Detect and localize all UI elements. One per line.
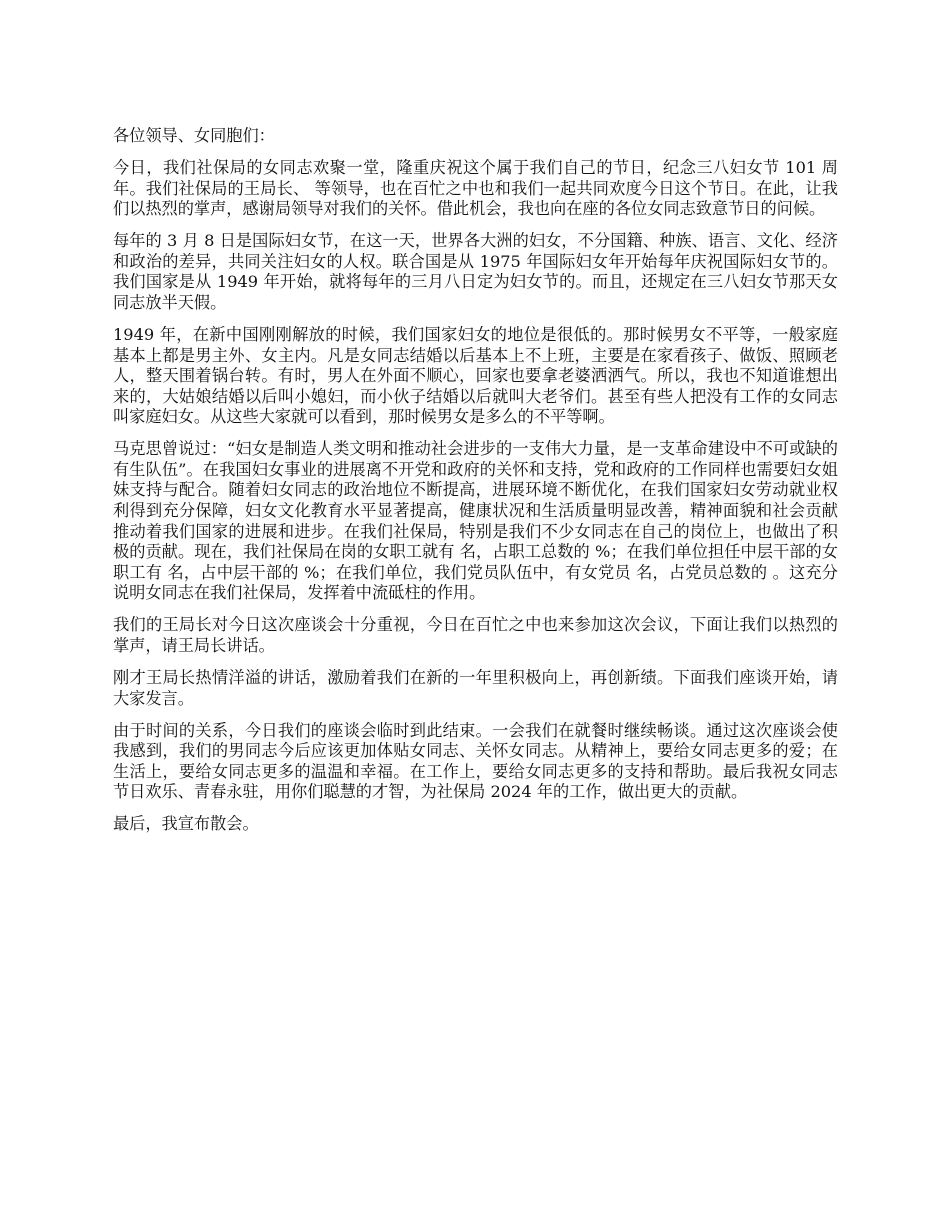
salutation: 各位领导、女同胞们： [113,126,275,145]
paragraph-closing-remarks: 由于时间的关系，今日我们的座谈会临时到此结束。一会我们在就餐时继续畅谈。通过这次座谈会使我感到，我们的男同志今后应该更加体贴女同志、关怀女同志。从精神上，要给女同志更多的爱；在生活上，要给女同志更多的温温和幸福。在工作上，要给女同志更多的支持和帮助。最后我祝女同志节日欢乐、青春永驻，用你们聪慧的才智，为社保局 2024 年的工作，做出更大的贡献。 [113,720,838,802]
document-body [113,126,838,846]
paragraph-invite-director: 我们的王局长对今日这次座谈会十分重视，今日在百忙之中也来参加这次会议，下面让我们以热烈的掌声，请王局长讲话。 [113,615,838,656]
paragraph-adjourn: 最后，我宣布散会。 [113,814,259,834]
paragraph-discussion: 刚才王局长热情洋溢的讲话，激励着我们在新的一年里积极向上，再创新绩。下面我们座谈开始，请大家发言。 [113,668,838,708]
paragraph-history: 1949 年，在新中国刚刚解放的时候，我们国家妇女的地位是很低的。那时候男女不平等，一般家庭基本上都是男主外、女主内。凡是女同志结婚以后基本上不上班，主要是在家看孩子、做饭、照顾老人，整天围着锅台转。有时，男人在外面不顺心，回家也要拿老婆洒洒气。所以，我也不知道谁想出来的，大姑娘结婚以后叫小媳妇，而小伙子结婚以后就叫大老爷们。甚至有些人把没有工作的女同志叫家庭妇女。从这些大家就可以看到，那时候男女是多么的不平等啊。 [113,324,838,427]
paragraph-opening: 今日，我们社保局的女同志欢聚一堂，隆重庆祝这个属于我们自己的节日，纪念三八妇女节 101 周年。我们社保局的王局长、 等领导，也在百忙之中也和我们一起共同欢度今日这个节日。在此，让我们以热烈的掌声，感谢局领导对我们的关怀。借此机会，我也向在座的各位女同志致意节日的问候。 [113,157,838,219]
paragraph-marx-quote: 马克思曾说过：“妇女是制造人类文明和推动社会进步的一支伟大力量，是一支革命建设中不可或缺的有生队伍”。在我国妇女事业的进展离不开党和政府的关怀和支持，党和政府的工作同样也需要妇女姐妹支持与配合。随着妇女同志的政治地位不断提高，进展环境不断优化，在我们国家妇女劳动就业权利得到充分保障，妇女文化教育水平显著提高，健康状况和生活质量明显改善，精神面貌和社会贡献推动着我们国家的进展和进步。在我们社保局，特别是我们不少女同志在自己的岗位上，也做出了积极的贡献。现在，我们社保局在岗的女职工就有 名，占职工总数的 %；在我们单位担任中层干部的女职工有 名，占中层干部的 %；在我们单位，我们党员队伍中，有女党员 名，占党员总数的 。这充分说明女同志在我们社保局，发挥着中流砥柱的作用。 [113,439,838,603]
paragraph-womens-day: 每年的 3 月 8 日是国际妇女节，在这一天，世界各大洲的妇女，不分国籍、种族、语言、文化、经济和政治的差异，共同关注妇女的人权。联合国是从 1975 年国际妇女年开始每年庆祝国际妇女节的。我们国家是从 1949 年开始，就将每年的三月八日定为妇女节的。而且，还规定在三八妇女节那天女同志放半天假。 [113,231,838,312]
